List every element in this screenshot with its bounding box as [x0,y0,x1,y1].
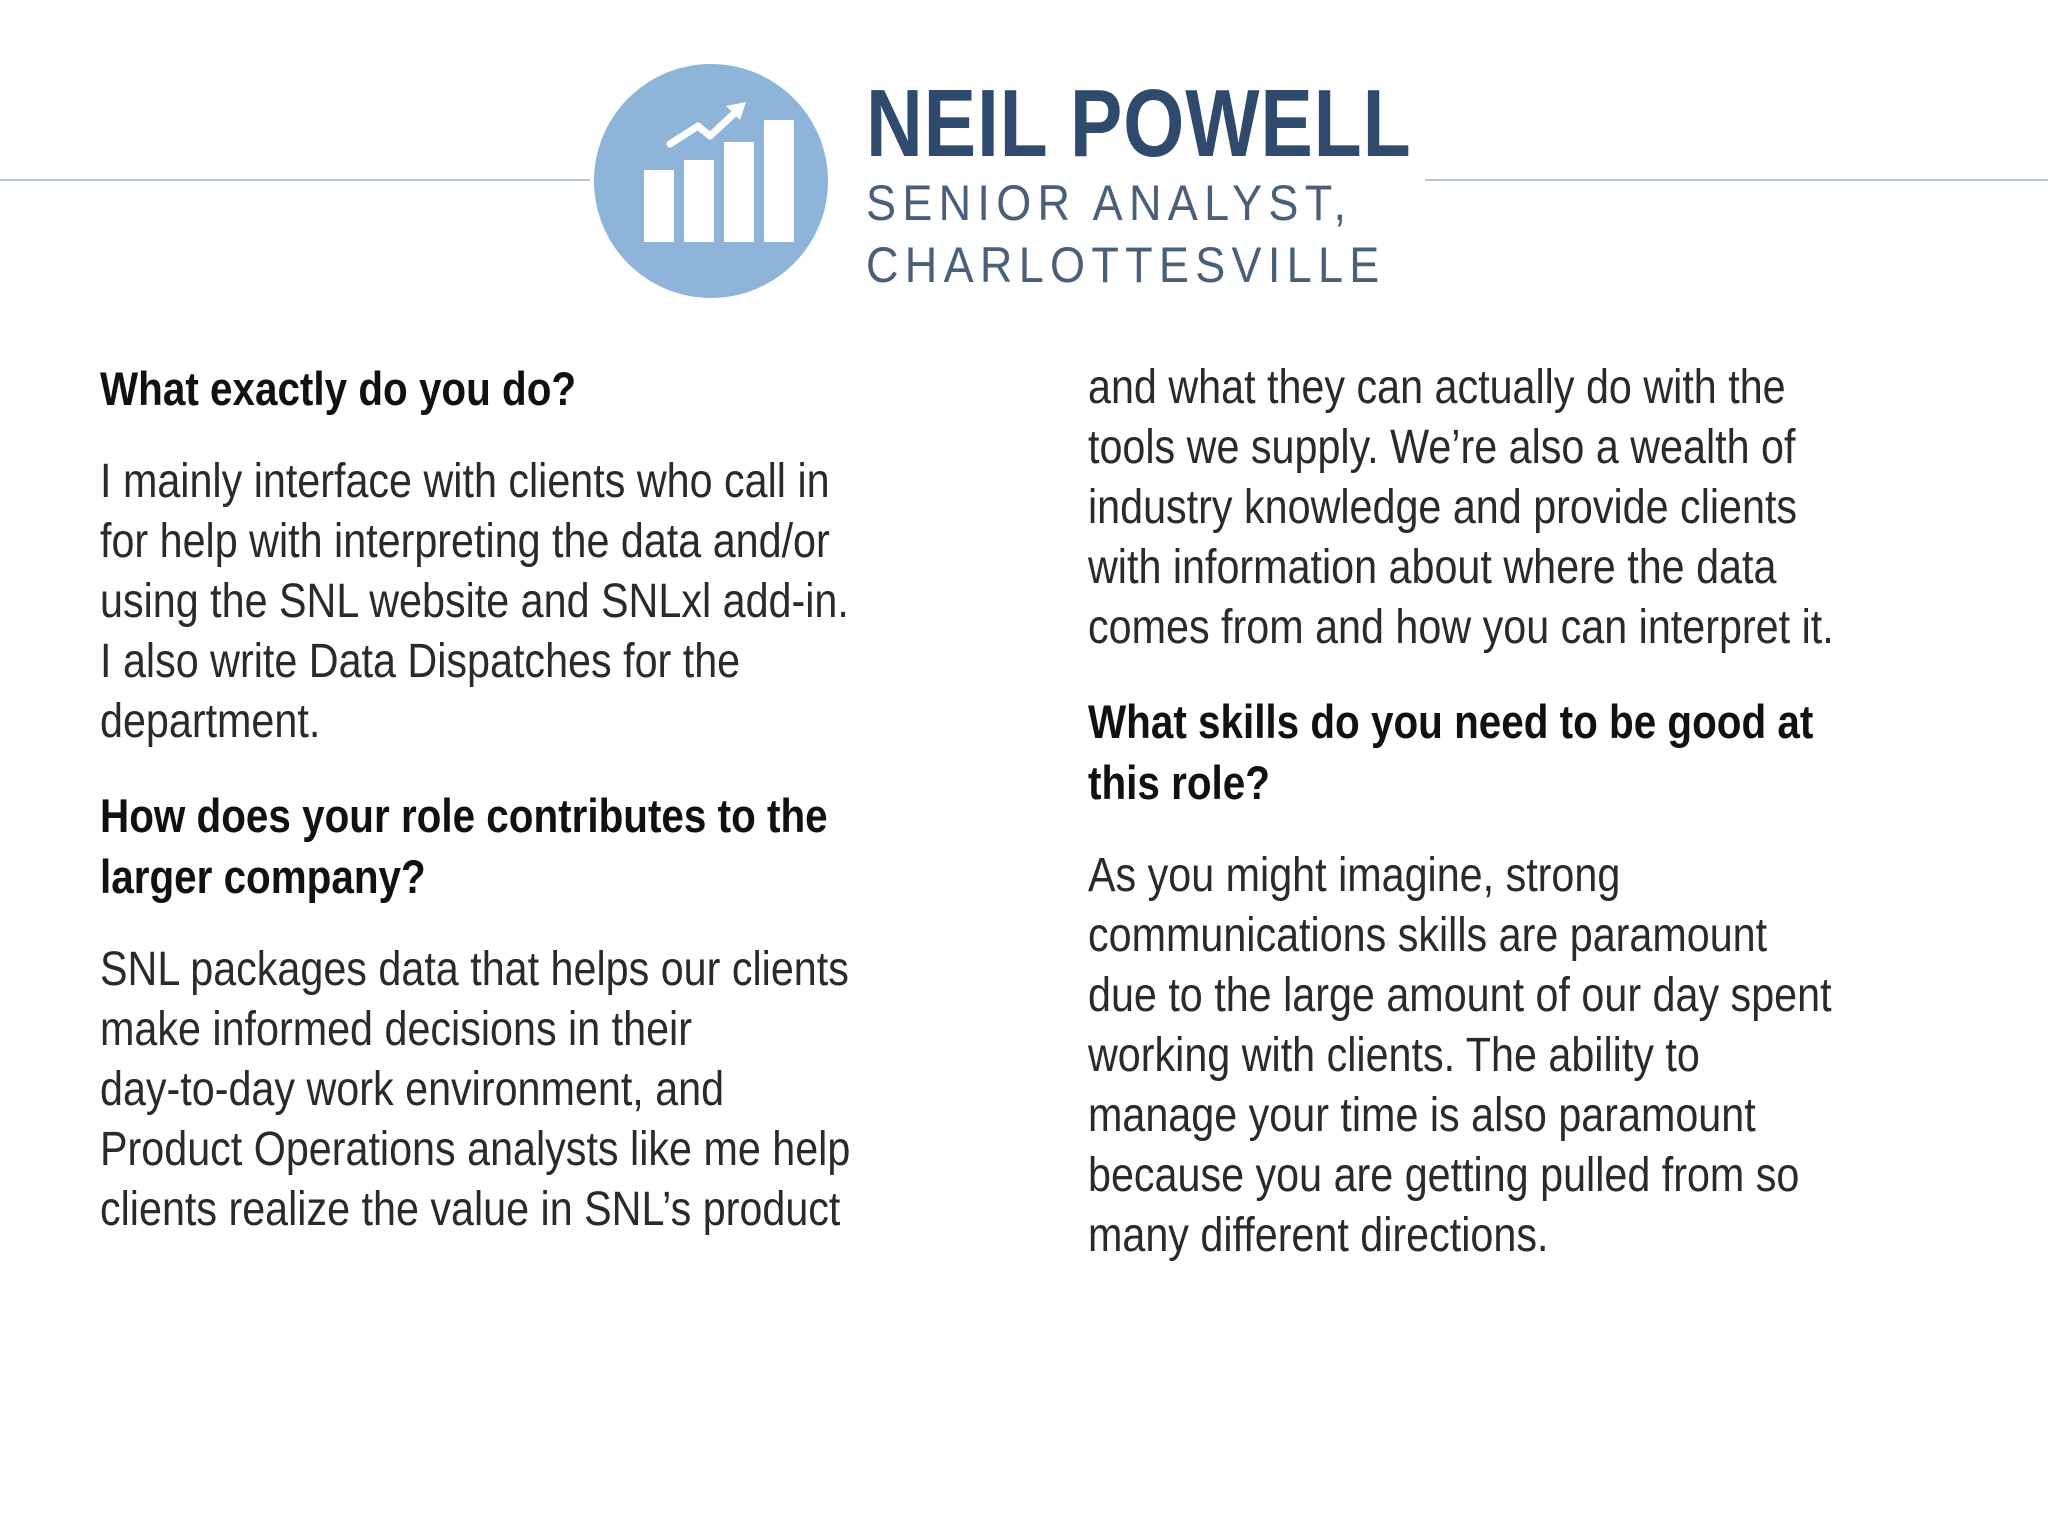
answer-paragraph [100,940,874,1240]
person-title [866,172,1386,296]
answer-line: I mainly interface with clients who call in [100,455,830,508]
question-heading [100,785,874,907]
title-line: CHARLOTTESVILLE [866,237,1386,293]
question-heading [100,358,874,419]
person-name: NEIL POWELL [866,70,1412,177]
question-heading [1088,691,1862,813]
answer-line: clients realize the value in SNL’s product [100,1183,841,1236]
header-rule-left [0,179,590,181]
logo-circle [594,64,828,298]
answer-line: manage your time is also paramount [1088,1089,1756,1142]
bar-chart-trend-icon [594,64,828,298]
question-line: this role? [1088,756,1270,809]
answer-line: department. [100,695,321,748]
answer-line: SNL packages data that helps our clients [100,943,849,996]
answer-line: make informed decisions in their [100,1003,692,1056]
answer-paragraph [1088,846,1862,1266]
answer-line: I also write Data Dispatches for the [100,635,741,688]
right-column [1088,358,1988,1266]
answer-line: comes from and how you can interpret it. [1088,601,1834,654]
question-line: How does your role contributes to the [100,789,828,842]
answer-line: with information about where the data [1088,541,1777,594]
answer-line: using the SNL website and SNLxl add-in. [100,575,849,628]
question-line: What skills do you need to be good at [1088,695,1814,748]
answer-paragraph [100,452,874,752]
answer-line: working with clients. The ability to [1088,1029,1700,1082]
answer-line: and what they can actually do with the [1088,361,1786,414]
answer-line: industry knowledge and provide clients [1088,481,1798,534]
answer-line: due to the large amount of our day spent [1088,969,1832,1022]
answer-line: because you are getting pulled from so [1088,1149,1800,1202]
answer-line: for help with interpreting the data and/or [100,515,830,568]
left-column [100,358,1000,1240]
answer-line: many different directions. [1088,1209,1549,1262]
header-rule-right [1425,179,2048,181]
answer-line: Product Operations analysts like me help [100,1123,851,1176]
answer-line: communications skills are paramount [1088,909,1768,962]
answer-line: day-to-day work environment, and [100,1063,725,1116]
answer-paragraph [1088,358,1862,658]
question-line: larger company? [100,850,426,903]
answer-line: tools we supply. We’re also a wealth of [1088,421,1796,474]
title-line: SENIOR ANALYST, [866,175,1353,231]
answer-line: As you might imagine, strong [1088,849,1621,902]
question-line: What exactly do you do? [100,362,577,415]
